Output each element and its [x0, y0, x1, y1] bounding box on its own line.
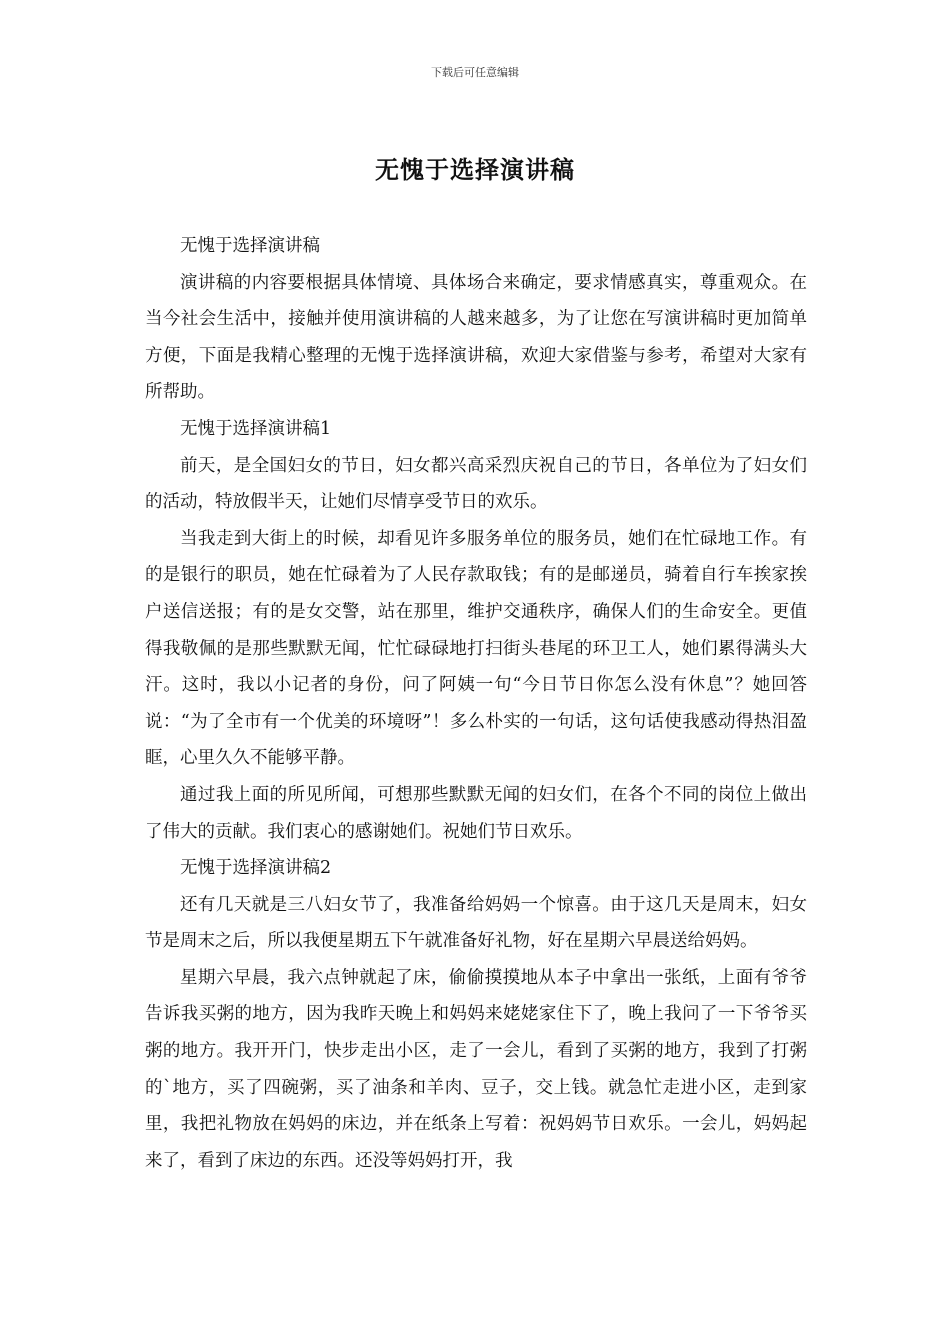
paragraph: 通过我上面的所见所闻，可想那些默默无闻的妇女们，在各个不同的岗位上做出了伟大的贡献。我们衷心的感谢她们。祝她们节日欢乐。: [145, 784, 807, 842]
paragraph: 星期六早晨，我六点钟就起了床，偷偷摸摸地从本子中拿出一张纸，上面有爷爷告诉我买粥的地方，因为我昨天晚上和妈妈来姥姥家住下了，晚上我问了一下爷爷买粥的地方。我开开门，快步走出小区，走了一会儿，看到了买粥的地方，我到了打粥的`地方，买了四碗粥，买了油条和羊肉、豆子，交上钱。就急忙走进小区，走到家里，我把礼物放在妈妈的床边，并在纸条上写着：祝妈妈节日欢乐。一会儿，妈妈起来了，看到了床边的东西。还没等妈妈打开，我: [145, 967, 807, 1171]
paragraph-subtitle: 无愧于选择演讲稿: [180, 236, 320, 256]
paragraph: 当我走到大街上的时候，却看见许多服务单位的服务员，她们在忙碌地工作。有的是银行的职员，她在忙碌着为了人民存款取钱；有的是邮递员，骑着自行车挨家挨户送信送报；有的是女交警，站在那里，维护交通秩序，确保人们的生命安全。更值得我敬佩的是那些默默无闻，忙忙碌碌地打扫街头巷尾的环卫工人，她们累得满头大汗。这时，我以小记者的身份，问了阿姨一句“今日节日你怎么没有休息”？她回答说：“为了全市有一个优美的环境呀”！多么朴实的一句话，这句话使我感动得热泪盈眶，心里久久不能够平静。: [145, 528, 807, 769]
section-heading-2: 无愧于选择演讲稿2: [180, 858, 332, 879]
document-body: [145, 228, 807, 1179]
paragraph-intro: 演讲稿的内容要根据具体情境、具体场合来确定，要求情感真实，尊重观众。在当今社会生活中，接触并使用演讲稿的人越来越多，为了让您在写演讲稿时更加简单方便，下面是我精心整理的无愧于选择演讲稿，欢迎大家借鉴与参考，希望对大家有所帮助。: [145, 272, 807, 403]
paragraph: 前天，是全国妇女的节日，妇女都兴高采烈庆祝自己的节日，各单位为了妇女们的活动，特放假半天，让她们尽情享受节日的欢乐。: [145, 455, 807, 513]
section-heading-1: 无愧于选择演讲稿1: [180, 418, 332, 439]
paragraph: 还有几天就是三八妇女节了，我准备给妈妈一个惊喜。由于这几天是周末，妇女节是周末之后，所以我便星期五下午就准备好礼物，好在星期六早晨送给妈妈。: [145, 894, 807, 952]
page-header-note: 下载后可任意编辑: [431, 66, 519, 79]
document-title: 无愧于选择演讲稿: [375, 155, 575, 184]
